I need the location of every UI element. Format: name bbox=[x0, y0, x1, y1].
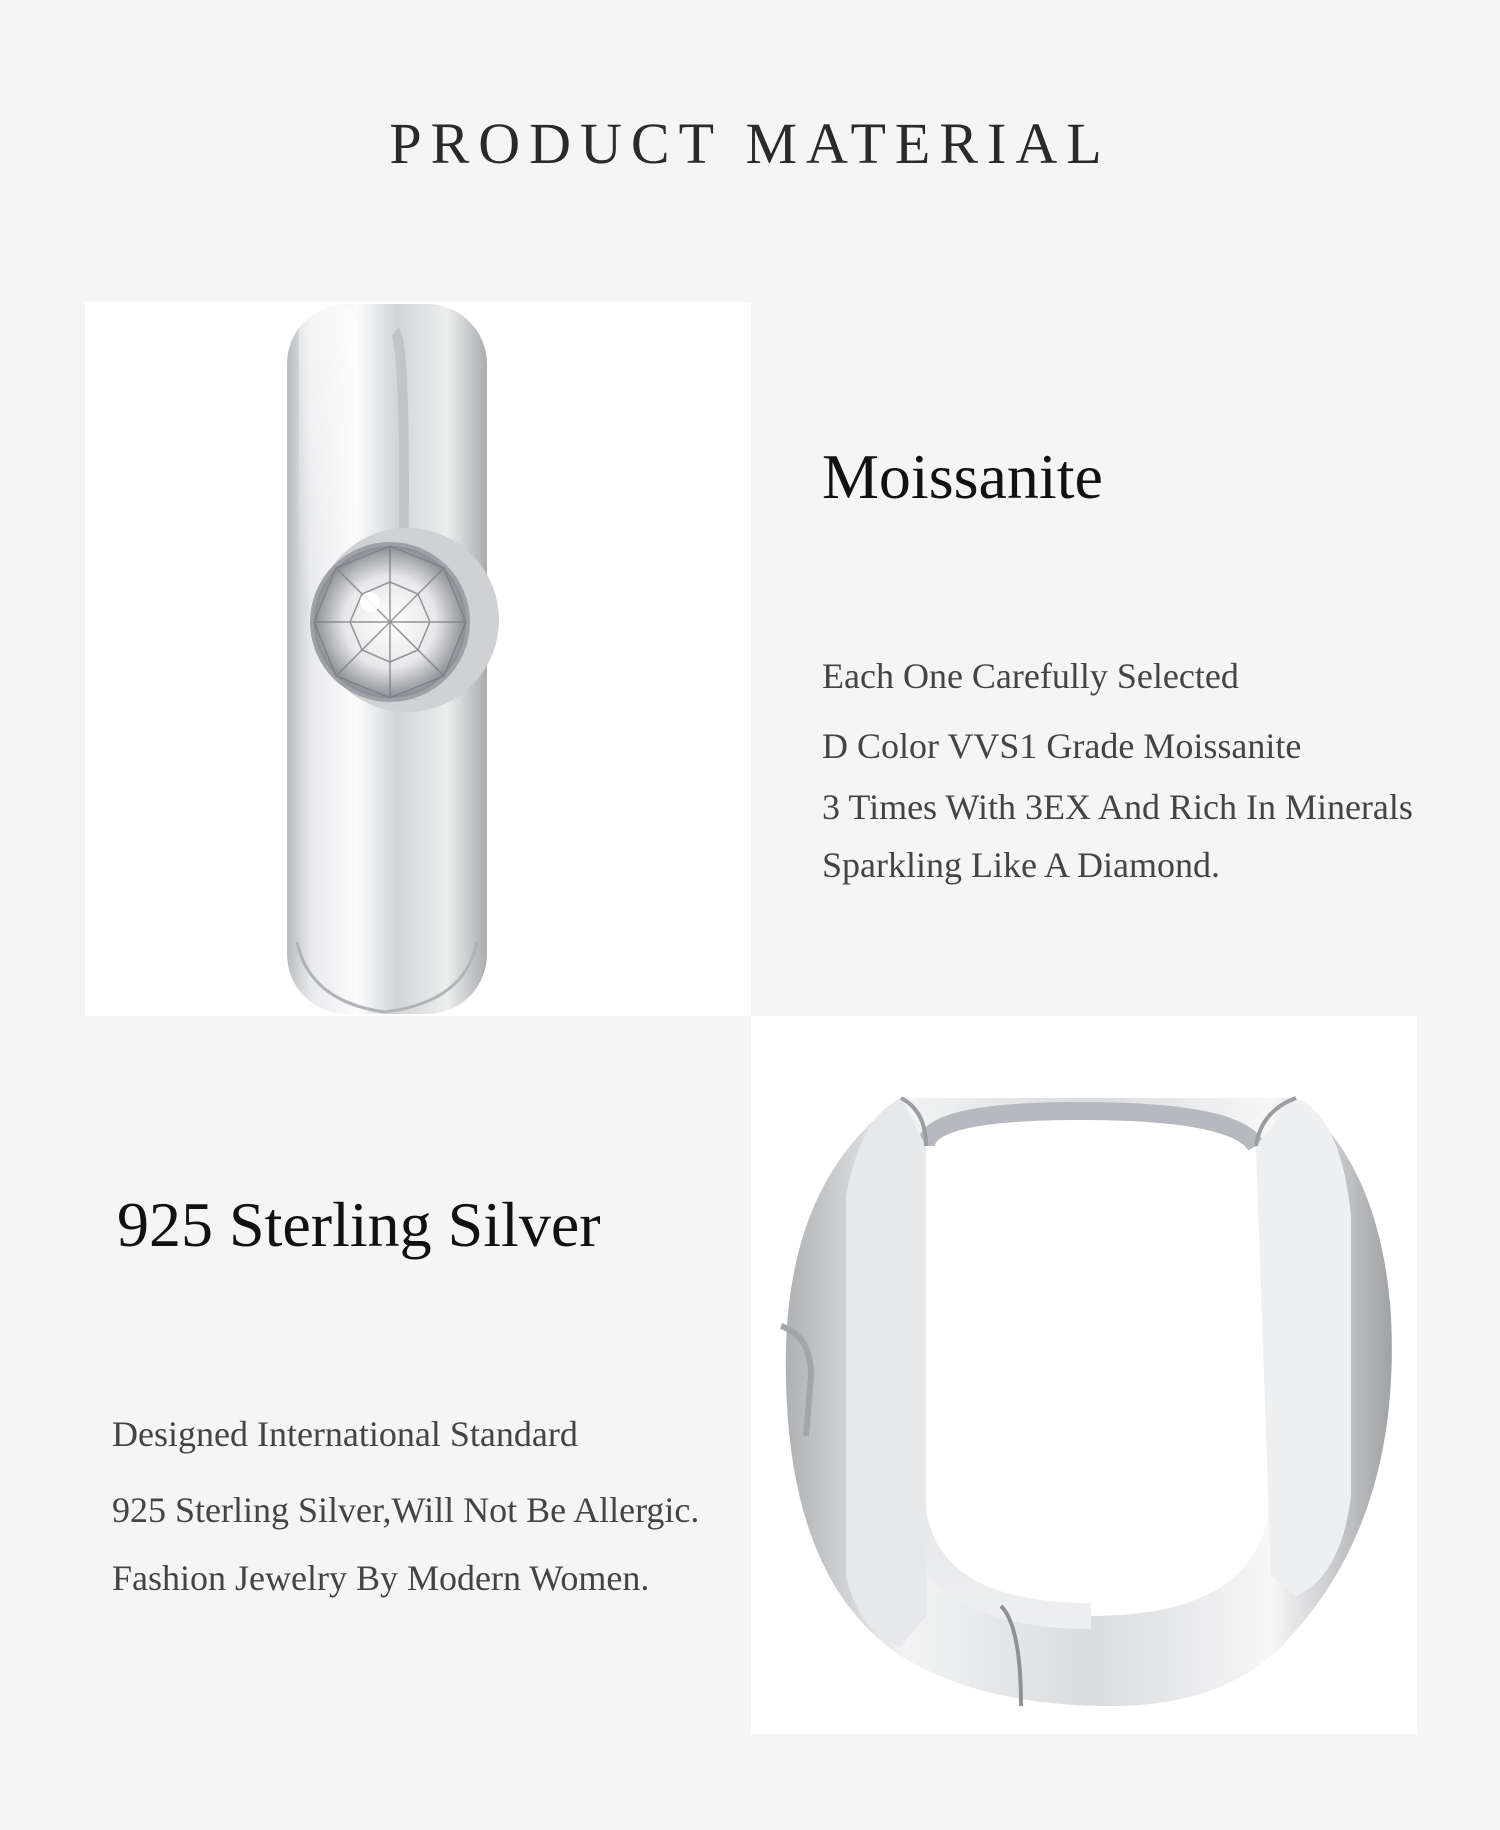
silver-heading: 925 Sterling Silver bbox=[117, 1189, 601, 1260]
silver-line: 925 Sterling Silver,Will Not Be Allergic. bbox=[112, 1490, 700, 1530]
earring-front-image bbox=[85, 302, 751, 1016]
earring-side-image bbox=[751, 1016, 1417, 1734]
silver-line: Fashion Jewelry By Modern Women. bbox=[112, 1558, 650, 1598]
moissanite-line: 3 Times With 3EX And Rich In Minerals bbox=[822, 787, 1413, 827]
page-title: PRODUCT MATERIAL bbox=[389, 111, 1111, 176]
silver-line: Designed International Standard bbox=[112, 1414, 578, 1454]
moissanite-line: D Color VVS1 Grade Moissanite bbox=[822, 726, 1302, 766]
moissanite-heading: Moissanite bbox=[822, 441, 1103, 512]
moissanite-line: Each One Carefully Selected bbox=[822, 656, 1239, 696]
moissanite-line: Sparkling Like A Diamond. bbox=[822, 845, 1220, 885]
